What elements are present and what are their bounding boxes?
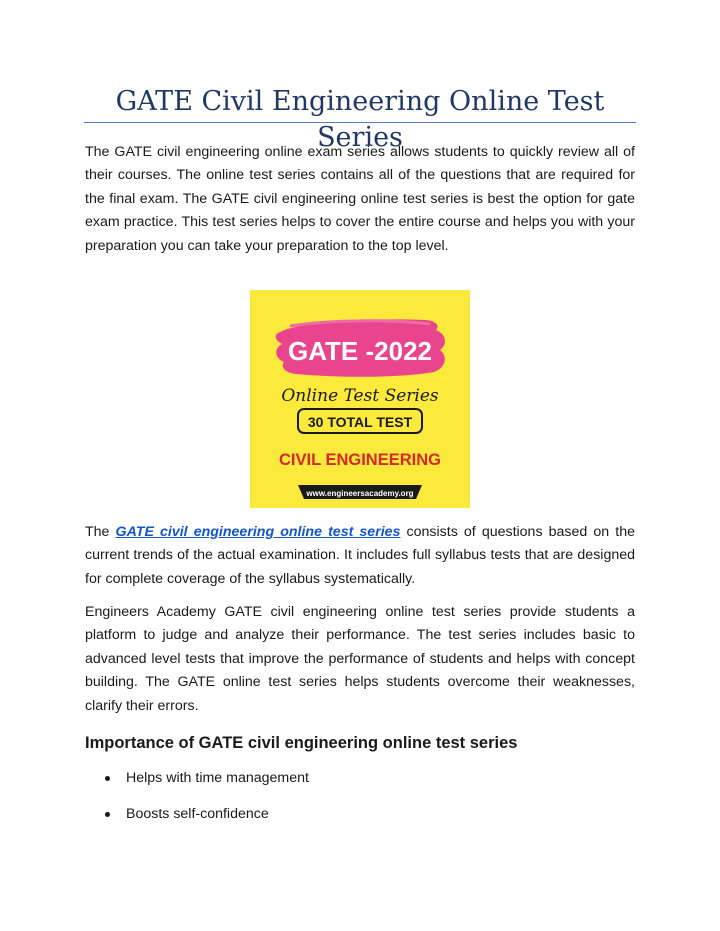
list-item	[85, 802, 309, 838]
list-item	[85, 766, 309, 802]
list-item-text: Boosts self-confidence	[126, 806, 269, 822]
bullet-icon	[105, 776, 110, 781]
banner-subtitle: Online Test Series	[281, 386, 439, 406]
section-heading: Importance of GATE civil engineering online test series	[85, 734, 518, 752]
importance-list	[85, 766, 309, 838]
title-underline	[84, 122, 636, 123]
page-title: GATE Civil Engineering Online Test Series	[115, 86, 605, 153]
academy-paragraph: Engineers Academy GATE civil engineering online test series provide students a platform to judge and analyze their performance. The test series includes basic to advanced level tests that improve the performance of students and helps with concept building. The GATE online test series helps students overcome their weaknesses, clarify their errors.	[85, 604, 635, 714]
banner-url: www.engineersacademy.org	[306, 489, 414, 498]
para2-before: The	[85, 524, 116, 540]
bullet-icon	[105, 812, 110, 817]
banner-heading: GATE -2022	[287, 336, 433, 366]
gate-banner-image	[250, 290, 470, 508]
description-paragraph	[85, 521, 635, 591]
banner-graphic	[250, 290, 470, 508]
banner-subject: CIVIL ENGINEERING	[279, 451, 441, 469]
test-series-link[interactable]: GATE civil engineering online test series	[115, 524, 401, 540]
banner-badge: 30 TOTAL TEST	[307, 414, 413, 430]
intro-paragraph: The GATE civil engineering online exam series allows students to quickly review all of their courses. The online test series contains all of the questions that are required for the final exam. The GATE civil engineering online test series is best the option for gate exam practice. This test series helps to cover the entire course and helps you with your preparation you can take your preparation to the top level.	[85, 144, 635, 254]
para2-after: consists of questions based on the current trends of the actual examination. It includes full syllabus tests that are designed for complete coverage of the syllabus systematically.	[85, 524, 635, 587]
list-item-text: Helps with time management	[126, 770, 309, 786]
